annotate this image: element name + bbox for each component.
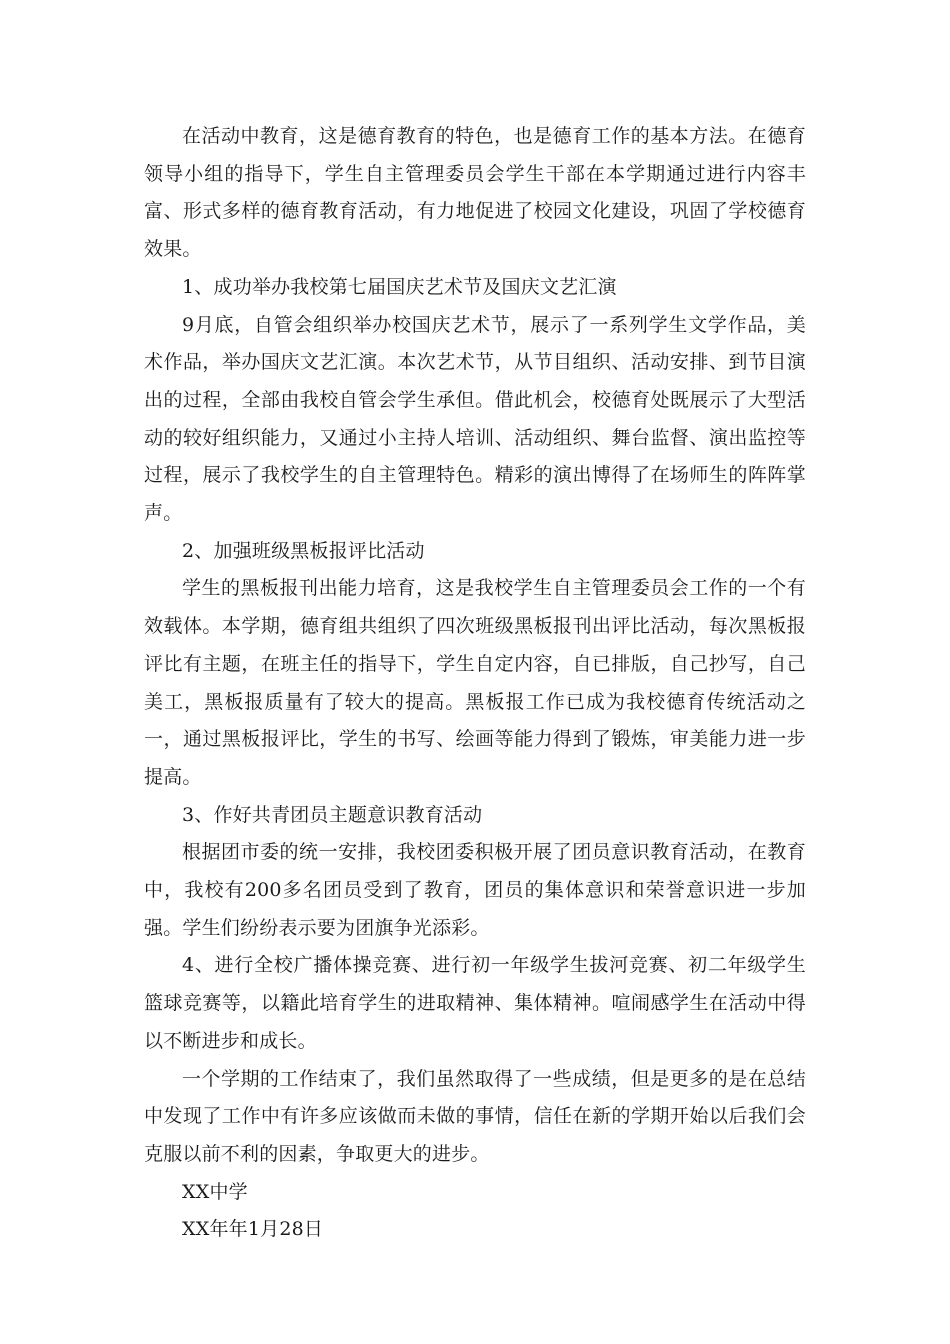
conclusion-paragraph: 一个学期的工作结束了，我们虽然取得了一些成绩，但是更多的是在总结中发现了工作中有许多应该做而未做的事情，信任在新的学期开始以后我们会克服以前不利的因素，争取更大的进步。 [144, 1067, 806, 1165]
section-heading-2: 2、加强班级黑板报评比活动 [182, 539, 425, 562]
signature-school: XX中学 [182, 1180, 248, 1203]
section-4-paragraph: 4、进行全校广播体操竞赛、进行初一年级学生拔河竞赛、初二年级学生篮球竞赛等，以籍此培育学生的进取精神、集体精神。喧闹感学生在活动中得以不断进步和成长。 [144, 954, 806, 1052]
section-2-paragraph: 学生的黑板报刊出能力培育，这是我校学生自主管理委员会工作的一个有效载体。本学期，德育组共组织了四次班级黑板报刊出评比活动，每次黑板报评比有主题，在班主任的指导下，学生自定内容，自已排版，自己抄写，自己美工，黑板报质量有了较大的提高。黑板报工作已成为我校德育传统活动之一，通过黑板报评比，学生的书写、绘画等能力得到了锻炼，审美能力进一步提高。 [144, 577, 806, 788]
section-1-paragraph: 9月底，自管会组织举办校国庆艺术节，展示了一系列学生文学作品，美术作品，举办国庆文艺汇演。本次艺术节，从节目组织、活动安排、到节目演出的过程，全部由我校自管会学生承但。借此机会，校德育处既展示了大型活动的较好组织能力，又通过小主持人培训、活动组织、舞台监督、演出监控等过程，展示了我校学生的自主管理特色。精彩的演出博得了在场师生的阵阵掌声。 [144, 313, 806, 525]
section-3-paragraph: 根据团市委的统一安排，我校团委积极开展了团员意识教育活动，在教育中，我校有200多名团员受到了教育，团员的集体意识和荣誉意识进一步加强。学生们纷纷表示要为团旗争光添彩。 [144, 841, 806, 939]
signature-date: XX年年1月28日 [182, 1218, 324, 1241]
section-heading-1: 1、成功举办我校第七届国庆艺术节及国庆文艺汇演 [182, 275, 617, 298]
section-heading-3: 3、作好共青团员主题意识教育活动 [182, 803, 483, 826]
intro-paragraph: 在活动中教育，这是德育教育的特色，也是德育工作的基本方法。在德育领导小组的指导下，学生自主管理委员会学生干部在本学期通过进行内容丰富、形式多样的德育教育活动，有力地促进了校园文化建设，巩固了学校德育效果。 [144, 125, 806, 261]
document-body [144, 118, 806, 1249]
